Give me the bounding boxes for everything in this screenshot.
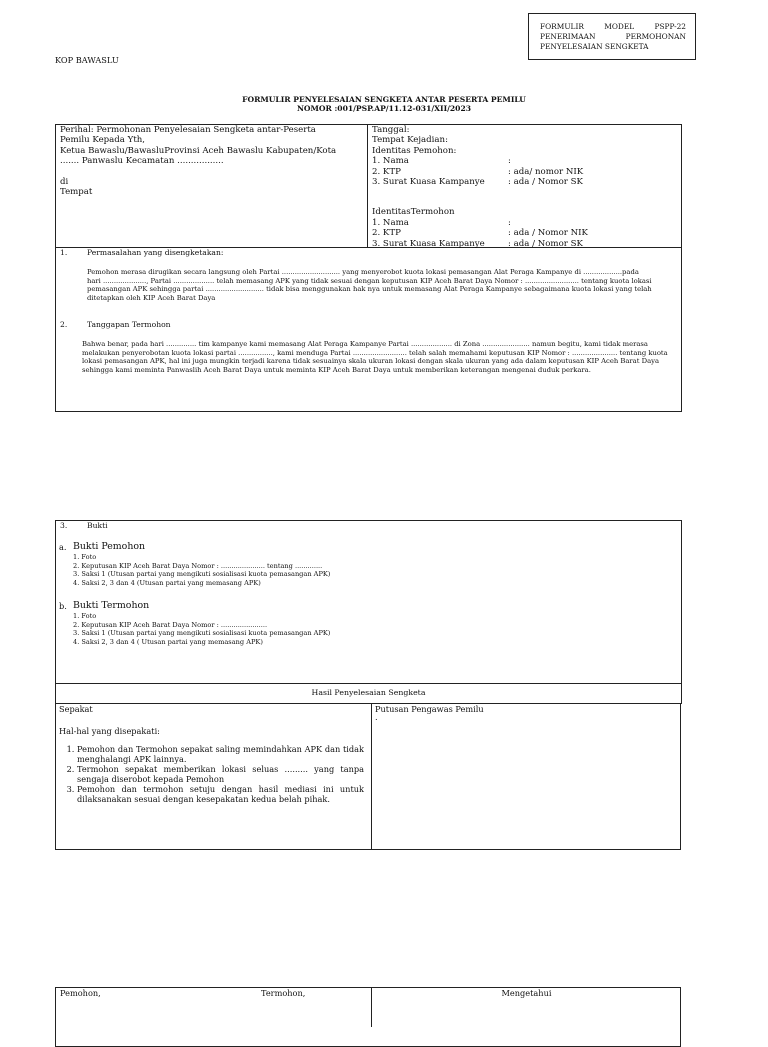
termohon-row-value: : ada / Nomor NIK: [508, 228, 588, 239]
pemohon-row-value: : ada / Nomor SK: [508, 177, 583, 187]
section2-line: melakukan penyerobotan kuota lokasi partai ................, kami menduga Partai ......................... telah salah memahami keputusan KIP Nomor : ..................... tentang kuota: [82, 348, 668, 357]
section1-line: hari ...................., Partai ................... telah memasang APK yang tidak sesuai dengan keputusan KIP Aceh Barat Daya Nomor : ......................... tentang kuota lokasi: [87, 276, 652, 285]
list-item: 3. Saksi 1 (Utusan partai yang mengikuti sosialisasi kuota pemasangan APK): [73, 629, 331, 638]
putusan-dot: .: [375, 712, 378, 722]
ketua-line: Ketua Bawaslu/BawasluProvinsi Aceh Bawaslu Kabupaten/Kota: [60, 145, 337, 156]
section1-line: ditetapkan oleh KIP Aceh Barat Daya: [87, 293, 216, 302]
section3-heading: Bukti: [87, 521, 108, 530]
evidence-a-label: a.: [59, 542, 67, 552]
perihal-line: Perihal: Permohonan Penyelesaian Sengketa antar-Peserta: [60, 125, 316, 135]
section1-line: Pemohon merasa dirugikan secara langsung oleh Partai ........................... yang menyerobot kuota lokasi pemasangan Alat Peraga Kampanye di ..................pada: [87, 268, 639, 276]
termohon-row-label: 3. Surat Kuasa Kampanye: [372, 238, 485, 249]
termohon-row-label: 1. Nama: [372, 217, 409, 228]
evidence-pemohon-title: Bukti Pemohon: [73, 541, 146, 552]
evidence-b-label: b.: [59, 601, 67, 611]
model-word-penerimaan: PENERIMAAN: [540, 32, 596, 41]
pemohon-row-value: :: [508, 156, 511, 167]
sepakat-label: Sepakat: [59, 704, 93, 714]
list-item: 2. Keputusan KIP Aceh Barat Daya Nomor : ......................: [73, 620, 268, 629]
section2-heading: Tanggapan Termohon: [87, 320, 171, 329]
form-model-box: [528, 13, 696, 60]
termohon-row-value: :: [508, 217, 511, 228]
pemohon-row-label: 3. Surat Kuasa Kampanye: [372, 177, 485, 187]
model-word-model: MODEL: [604, 22, 635, 31]
identitas-pemohon-label: Identitas Pemohon:: [372, 145, 457, 156]
termohon-row: [372, 239, 677, 249]
list-item: 3. Saksi 1 (Utusan partai yang mengikuti sosialisasi kuota pemasangan APK): [73, 570, 331, 579]
section1-line: pemasangan APK sehingga partai ........................... tidak bisa menggunakan hak nya untuk memasang Alat Peraga Kampanye sebagaimana kuota lokasi yang telah: [87, 285, 652, 294]
mengetahui-label: Mengetahui: [501, 988, 552, 998]
pemohon-row-label: 1. Nama: [372, 156, 409, 167]
list-item: 1. Foto: [73, 612, 97, 620]
address-block: [60, 125, 336, 197]
model-code: PSPP-22: [654, 22, 686, 31]
termohon-signature-label: Termohon,: [261, 988, 306, 998]
list-item: 4. Saksi 2, 3 dan 4 ( Utusan partai yang memasang APK): [73, 637, 263, 646]
section2-body: [82, 340, 680, 374]
kop-bawaslu: KOP BAWASLU: [55, 55, 119, 65]
agreement-list: [59, 744, 364, 804]
section1-heading: Permasalahan yang disengketakan:: [87, 248, 224, 257]
section1-body: [87, 268, 679, 302]
tempat-kejadian-label: Tempat Kejadian:: [372, 135, 448, 146]
section2-number: 2.: [60, 320, 68, 329]
section3-number: 3.: [60, 521, 68, 530]
document-title: FORMULIR PENYELESAIAN SENGKETA ANTAR PESERTA PEMILU: [242, 95, 526, 104]
pemohon-signature-label: Pemohon,: [60, 988, 101, 998]
model-word-formulir: FORMULIR: [540, 22, 584, 31]
model-word-penyelesaian: PENYELESAIAN SENGKETA: [540, 42, 649, 51]
hal-hal-label: Hal-hal yang disepakati:: [59, 726, 160, 736]
list-item: 1. Foto: [73, 553, 97, 561]
evidence-termohon-list: [73, 612, 330, 646]
agreement-item: 1. Pemohon dan Termohon sepakat saling memindahkan APK dan tidak menghalangi APK lainnya.: [77, 744, 364, 764]
termohon-row-label: 2. KTP: [372, 228, 401, 239]
agreement-item: 3. Pemohon dan termohon setuju dengan hasil mediasi ini untuk dilaksanakan sesuai dengan kesepakatan kedua belah pihak.: [77, 784, 364, 804]
pemohon-row: [372, 156, 677, 166]
header-vertical-divider: [367, 124, 368, 247]
identity-block: [372, 125, 677, 249]
result-vertical-divider: [371, 703, 372, 850]
list-item: 2. Keputusan KIP Aceh Barat Daya Nomor : ..................... tentang .............: [73, 561, 323, 570]
di-line: di: [60, 176, 69, 187]
list-item: 4. Saksi 2, 3 dan 4 (Utusan partai yang memasang APK): [73, 578, 261, 587]
section2-line: sehingga kami meminta Panwaslih Aceh Barat Daya untuk meminta KIP Aceh Barat Daya untuk memberikan keterangan mengenai duduk perkara.: [82, 365, 591, 374]
termohon-row-value: : ada / Nomor SK: [508, 238, 583, 249]
document-number: NOMOR :001/PSP.AP/11.12-031/XII/2023: [296, 104, 472, 113]
termohon-row: [372, 228, 677, 238]
section2-line: Bahwa benar, pada hari .............. tim kampanye kami memasang Alat Peraga Kampanye Partai ................... di Zona ...................... namun begitu, kami tidak merasa: [82, 340, 648, 348]
pemohon-row-label: 2. KTP: [372, 166, 401, 177]
evidence-pemohon-list: [73, 553, 330, 587]
tanggal-label: Tanggal:: [372, 125, 410, 135]
result-title: Hasil Penyelesaian Sengketa: [311, 688, 426, 697]
section2-line: lokasi pemasangan APK, hal ini juga mungkin terjadi karena tidak sesuainya skala ukuran lokasi dengan skala ukuran yang ada dalam keputusan KIP Aceh Barat Daya: [82, 357, 660, 366]
identitas-termohon-label: IdentitasTermohon: [372, 207, 455, 218]
model-word-permohonan: PERMOHONAN: [625, 32, 686, 41]
panwaslu-line: ....... Panwaslu Kecamatan .................: [60, 156, 224, 167]
agreement-item: 2. Termohon sepakat memberikan lokasi seluas ......... yang tanpa sengaja diserobot kepada Pemohon: [77, 764, 364, 784]
pemohon-row: [372, 167, 677, 177]
pemohon-row-value: : ada/ nomor NIK: [508, 166, 584, 177]
tempat-line: Tempat: [60, 187, 93, 198]
pemohon-row: [372, 177, 677, 187]
kepada-line: Pemilu Kepada Yth,: [60, 135, 146, 146]
putusan-label: Putusan Pengawas Pemilu: [375, 704, 484, 714]
termohon-row: [372, 218, 677, 228]
evidence-termohon-title: Bukti Termohon: [73, 600, 150, 611]
section1-number: 1.: [60, 248, 68, 257]
